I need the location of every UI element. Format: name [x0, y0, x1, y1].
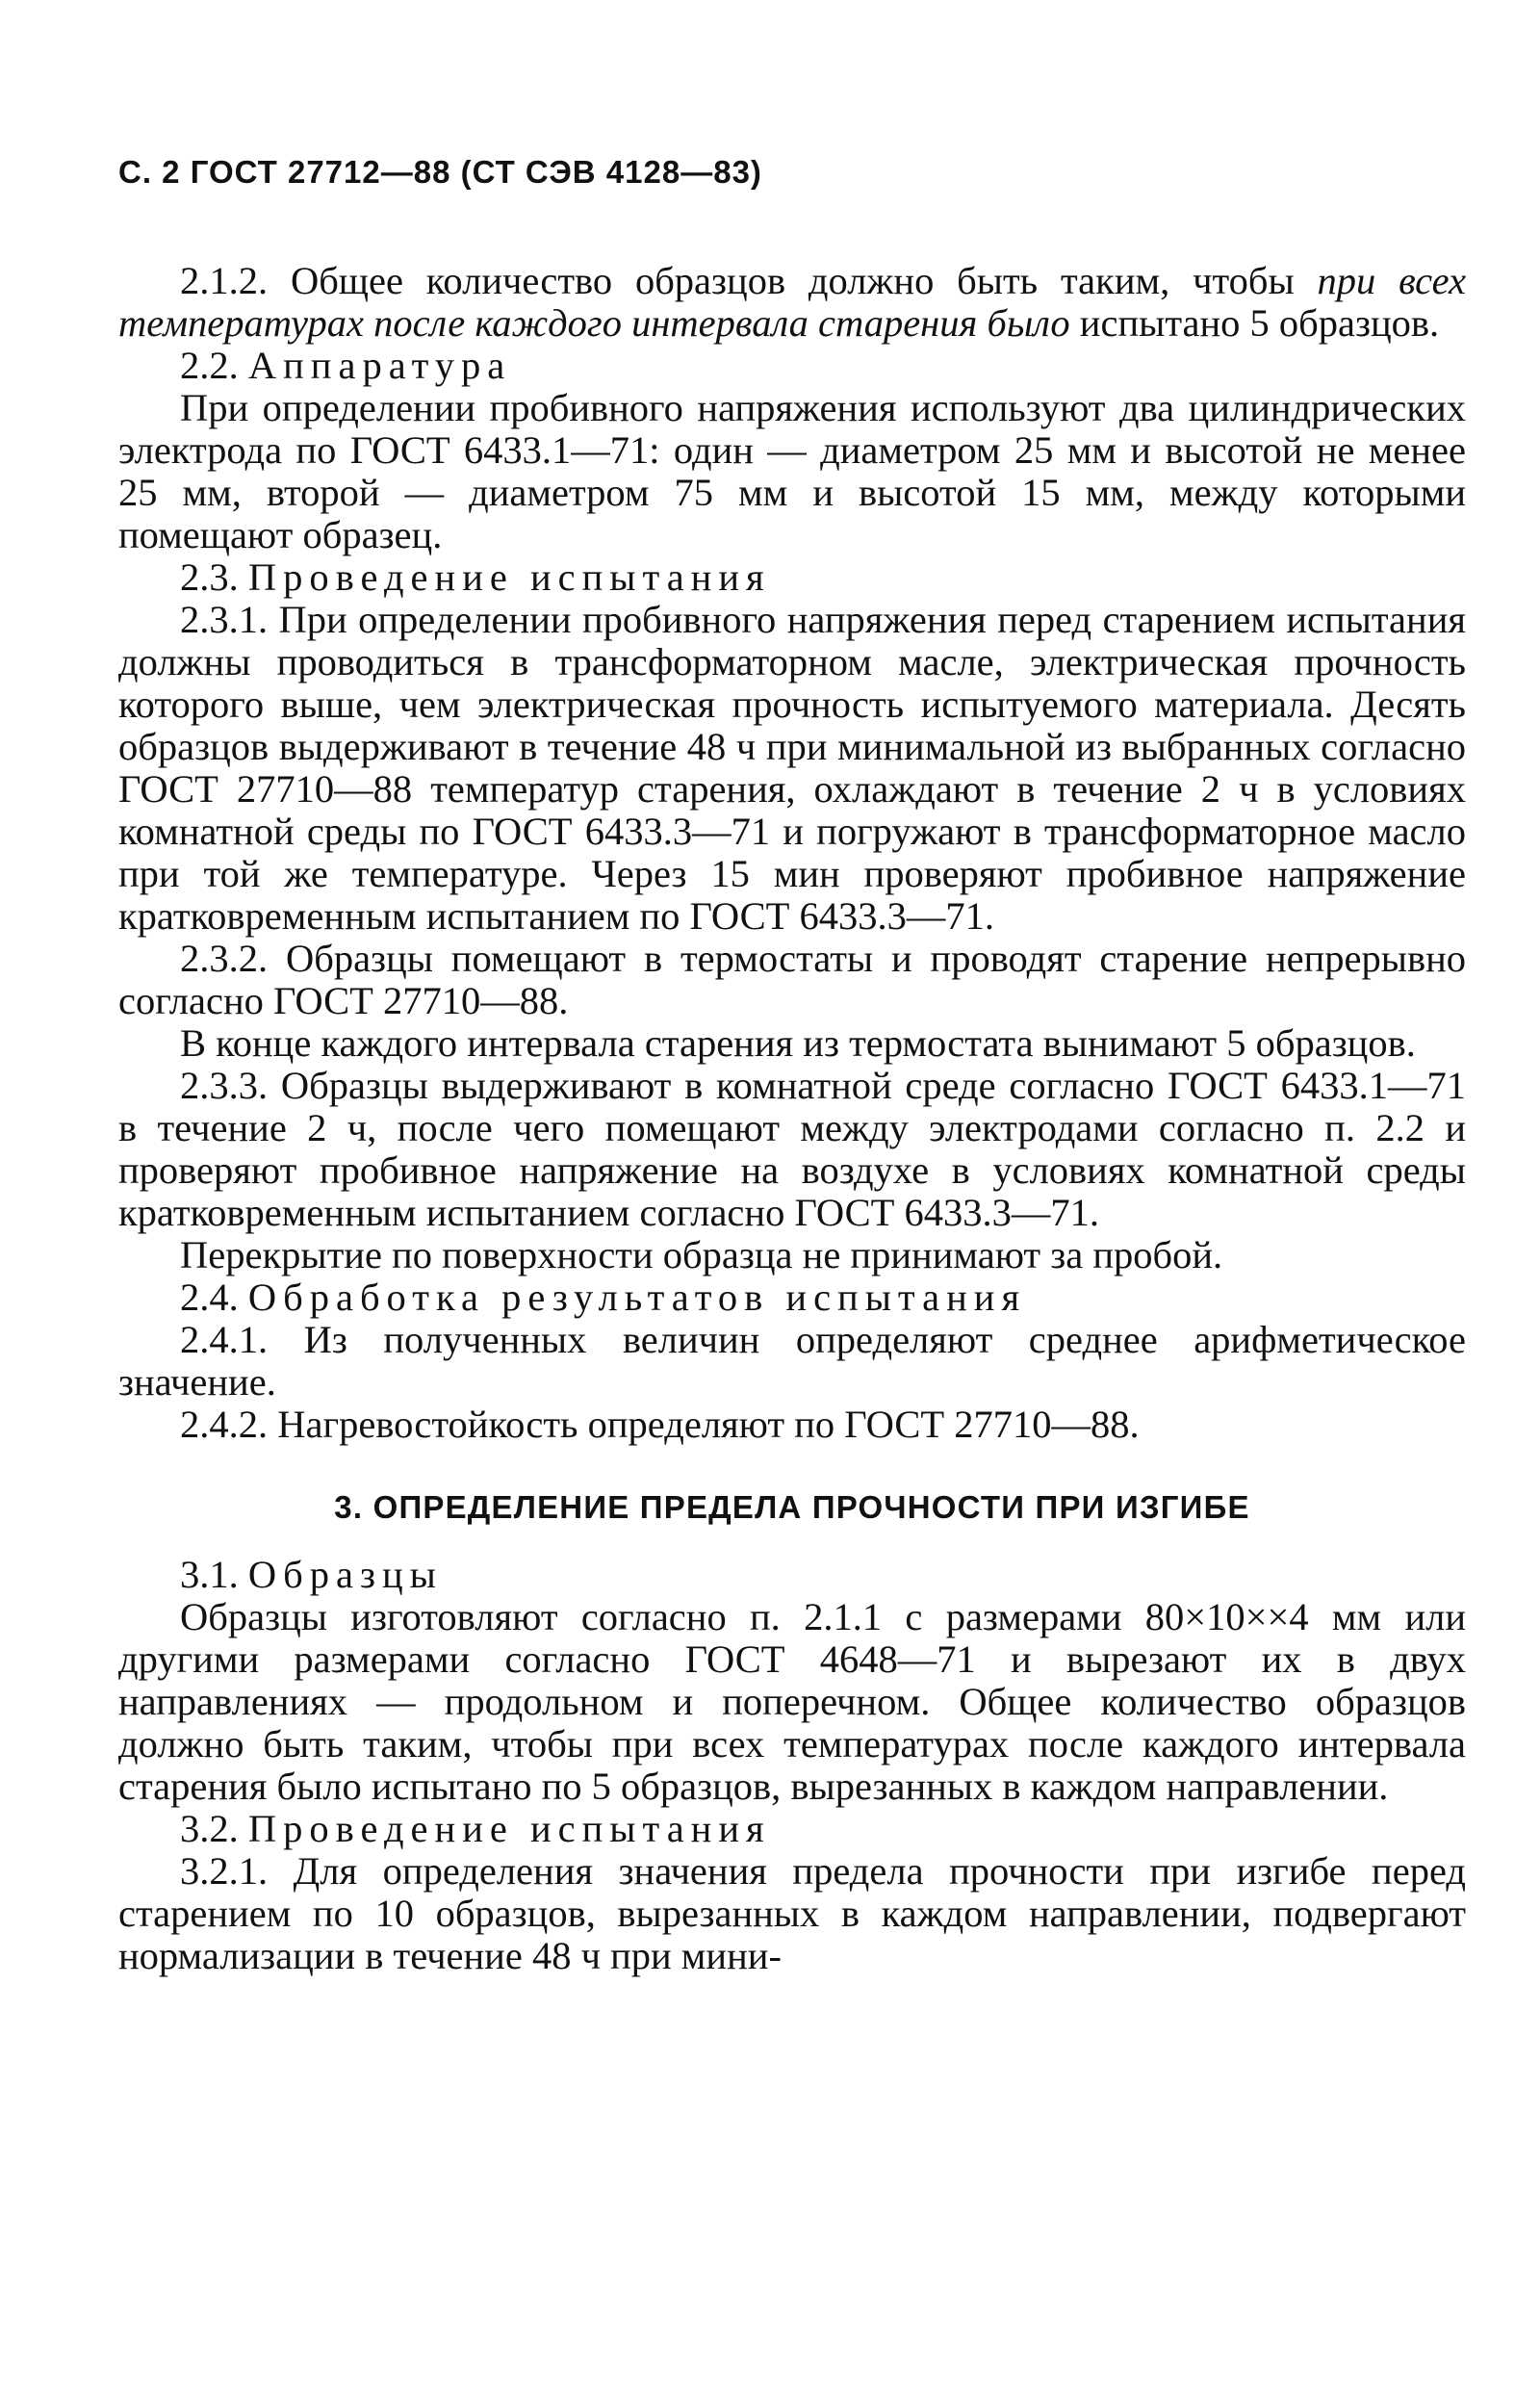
- paragraph-2-4-1: 2.4.1. Из полученных величин определяют среднее арифметическое значение.: [118, 1318, 1466, 1404]
- paragraph-2-3-3-continued: Перекрытие по поверхности образца не принимают за пробой.: [180, 1233, 1223, 1276]
- running-header: С. 2 ГОСТ 27712—88 (СТ СЭВ 4128—83): [118, 154, 762, 190]
- subheading-3-2: 3.2. Проведение испытания: [180, 1807, 771, 1850]
- paragraph-2-3-3: 2.3.3. Образцы выдерживают в комнатной среде согласно ГОСТ 6433.1—71 в течение 2 ч, после чего помещают между электродами согласно п. 2.2 и проверяют пробивное напряжение на воздухе в условиях комнатной среды кратковременным испытанием согласно ГОСТ 6433.3—71.: [118, 1064, 1466, 1234]
- subheading-2-3: 2.3. Проведение испытания: [180, 555, 771, 599]
- paragraph-3-2-1: 3.2.1. Для определения значения предела прочности при изгибе перед старением по 10 образцов, вырезанных в каждом направлении, подвергают нормализации в течение 48 ч при мини-: [118, 1849, 1466, 1977]
- section-3-title: 3. ОПРЕДЕЛЕНИЕ ПРЕДЕЛА ПРОЧНОСТИ ПРИ ИЗГИБЕ: [334, 1489, 1250, 1525]
- subheading-2-2: 2.2. Аппаратура: [180, 344, 512, 387]
- subheading-2-4: 2.4. Обработка результатов испытания: [180, 1276, 1027, 1319]
- paragraph-2-3-2: 2.3.2. Образцы помещают в термостаты и проводят старение непрерывно согласно ГОСТ 27710—88.: [118, 937, 1466, 1022]
- paragraph-2-2: При определении пробивного напряжения используют два цилиндрических электрода по ГОСТ 6433.1—71: один — диаметром 25 мм и высотой не менее 25 мм, второй — диаметром 75 мм и высотой 15 мм, между которыми помещают образец.: [118, 386, 1466, 556]
- paragraph-3-1: Образцы изготовляют согласно п. 2.1.1 с размерами 80×10××4 мм или другими размерами согласно ГОСТ 4648—71 и вырезают их в двух направлениях — продольном и поперечном. Общее количество образцов должно быть таким, чтобы при всех температурах после каждого интервала старения было испытано по 5 образцов, вырезанных в каждом направлении.: [118, 1595, 1466, 1808]
- subheading-3-1: 3.1. Образцы: [180, 1553, 443, 1596]
- document-body: [118, 260, 1466, 1977]
- document-page: [118, 154, 1466, 1977]
- paragraph-2-1-2: 2.1.2. Общее количество образцов должно быть таким, чтобы при всех температурах после каждого интервала старения было испытано 5 образцов.: [118, 259, 1466, 345]
- paragraph-2-3-1: 2.3.1. При определении пробивного напряжения перед старением испытания должны проводиться в трансформаторном масле, электрическая прочность которого выше, чем электрическая прочность испытуемого материала. Десять образцов выдерживают в течение 48 ч при минимальной из выбранных согласно ГОСТ 27710—88 температур старения, охлаждают в течение 2 ч в условиях комнатной среды по ГОСТ 6433.3—71 и погружают в трансформаторное масло при той же температуре. Через 15 мин проверяют пробивное напряжение кратковременным испытанием по ГОСТ 6433.3—71.: [118, 598, 1466, 938]
- paragraph-2-4-2: 2.4.2. Нагревостойкость определяют по ГОСТ 27710—88.: [180, 1403, 1140, 1446]
- paragraph-2-3-2-continued: В конце каждого интервала старения из термостата вынимают 5 образцов.: [180, 1021, 1416, 1065]
